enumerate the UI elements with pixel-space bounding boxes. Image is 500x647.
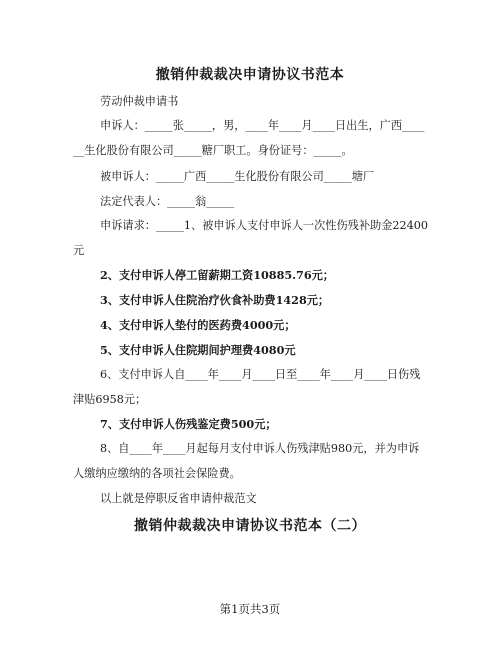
claim-item: 7、支付申诉人伤残鉴定费500元； [100, 417, 277, 431]
text-line: 津贴6958元； [73, 393, 147, 406]
claim-item: 4、支付申诉人垫付的医药费4000元； [100, 318, 296, 332]
text-line: 被申诉人：_____广西_____生化股份有限公司_____塘厂 [100, 170, 375, 183]
section-heading: 劳动仲裁申请书 [100, 95, 179, 108]
claim-item: 2、支付申诉人停工留薪期工资10885.76元； [100, 268, 334, 282]
text-line: 以上就是停职反省申请仲裁范文 [100, 492, 257, 505]
claim-item: 8、自____年____月起每月支付申诉人伤残津贴980元，并为申诉 [100, 442, 420, 455]
text-line: 法定代表人：_____翁_____ [100, 195, 235, 208]
claim-item: 3、支付申诉人住院治疗伙食补助费1428元； [100, 293, 330, 307]
text-line: 申诉请求：_____1、被申诉人支付申诉人一次性伤残补助金22400 [100, 219, 428, 232]
page-number: 第1页共3页 [219, 602, 281, 616]
text-line: 申诉人：_____张_____，男，____年____月____日出生，广西____ [100, 119, 425, 132]
claim-item: 5、支付申诉人住院期间护理费4080元 [100, 343, 296, 357]
section-title: 撤销仲裁裁决申请协议书范本（二） [134, 518, 366, 534]
document-title: 撤销仲裁裁决申请协议书范本 [155, 67, 345, 83]
claim-item: 6、支付申诉人自____年____月____日至____年____月____日伤残 [100, 368, 421, 381]
text-line: 元 [73, 244, 85, 257]
text-line: 人缴纳应缴纳的各项社会保险费。 [73, 467, 241, 480]
text-line: __生化股份有限公司_____糖厂职工。身份证号：_____。 [73, 144, 353, 157]
